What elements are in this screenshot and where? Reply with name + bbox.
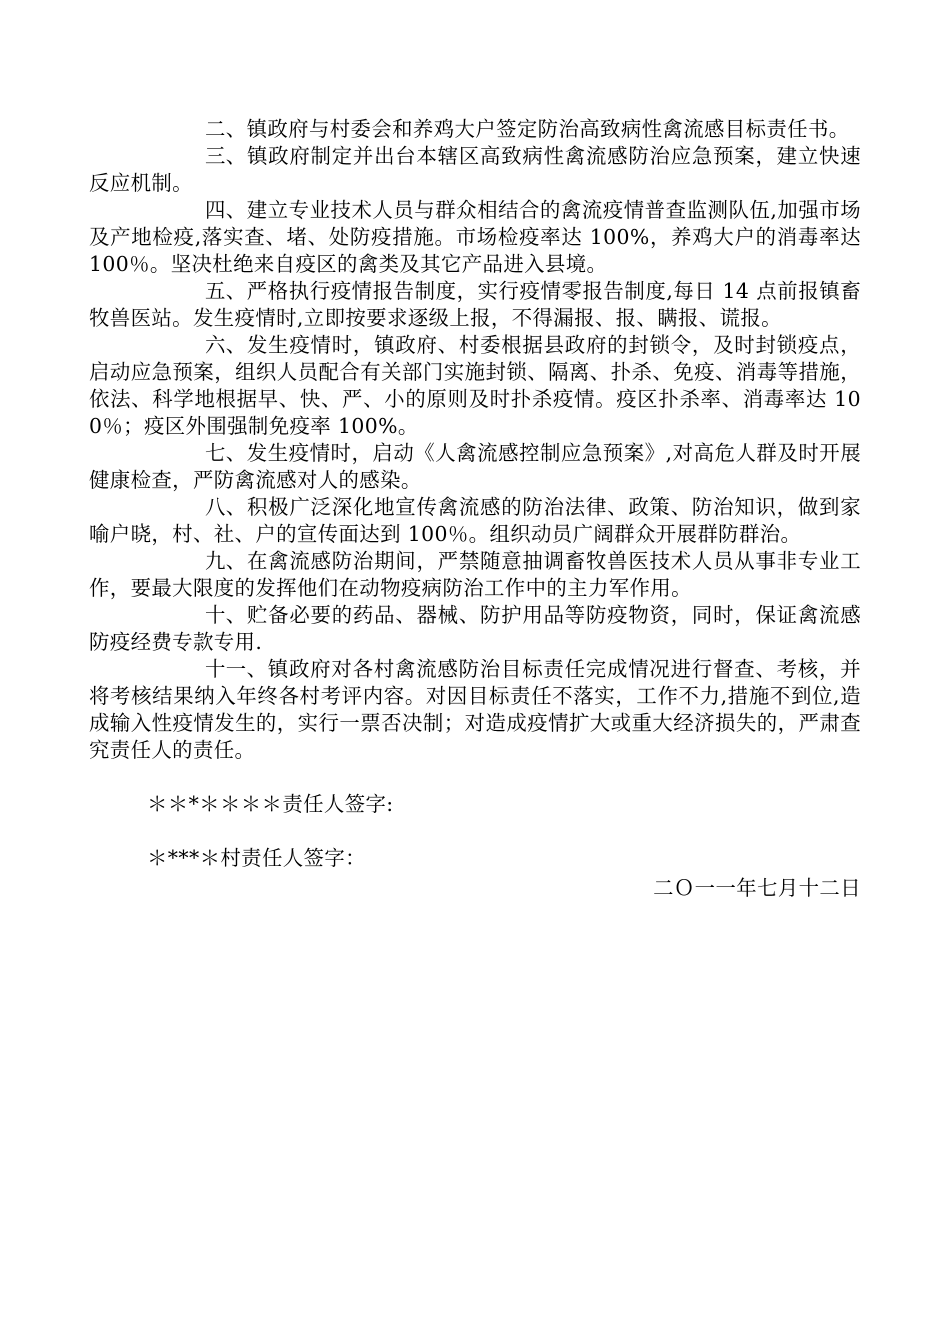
paragraph-10 — [89, 602, 861, 656]
paragraph-text: 贮备必要的药品、器械、防护用品等防疫物资，同时，保证禽流感防疫经费专款专用. — [89, 603, 861, 654]
paragraph-number: 三、 — [205, 144, 247, 168]
paragraph-text: 积极广泛深化地宣传禽流感的防治法律、政策、防治知识，做到家喻户晓，村、社、户的宣传面达到 100％。组织动员广阔群众开展群防群治。 — [89, 495, 861, 546]
paragraph-text: 镇政府与村委会和养鸡大户签定防治高致病性禽流感目标责任书。 — [246, 117, 850, 141]
paragraph-number: 十、 — [205, 603, 247, 627]
paragraph-number: 四、 — [205, 198, 247, 222]
paragraph-number: 九、 — [205, 549, 247, 573]
paragraph-text: 在禽流感防治期间，严禁随意抽调畜牧兽医技术人员从事非专业工作，要最大限度的发挥他们在动物疫病防治工作中的主力军作用。 — [89, 549, 861, 600]
signature-line-village-responsible-person: ＊***＊村责任人签字： — [147, 846, 366, 870]
paragraph-text: 发生疫情时，镇政府、村委根据县政府的封锁令，及时封锁疫点，启动应急预案，组织人员配合有关部门实施封锁、隔离、扑杀、免疫、消毒等措施，依法、科学地根据早、快、严、小的原则及时扑杀疫情。疫区扑杀率、消毒率达 100％；疫区外围强制免疫率 100%。 — [89, 333, 861, 438]
paragraph-text: 严格执行疫情报告制度，实行疫情零报告制度,每日 14 点前报镇畜牧兽医站。发生疫情时,立即按要求逐级上报，不得漏报、报、瞒报、谎报。 — [89, 279, 861, 330]
paragraph-number: 六、 — [205, 333, 247, 357]
paragraph-6 — [89, 332, 861, 440]
paragraph-11 — [89, 656, 861, 764]
paragraph-8 — [89, 494, 861, 548]
paragraph-number: 七、 — [205, 441, 247, 465]
paragraph-text: 镇政府对各村禽流感防治目标责任完成情况进行督查、考核，并将考核结果纳入年终各村考评内容。对因目标责任不落实，工作不力,措施不到位,造成输入性疫情发生的，实行一票否决制；对造成疫情扩大或重大经济损失的，严肃查究责任人的责任。 — [89, 657, 861, 762]
paragraph-text: 发生疫情时，启动《人禽流感控制应急预案》,对高危人群及时开展健康检查，严防禽流感对人的感染。 — [89, 441, 861, 492]
document-page — [89, 116, 861, 902]
paragraph-7 — [89, 440, 861, 494]
paragraph-5 — [89, 278, 861, 332]
signature-line-responsible-person: ＊＊*＊＊＊＊责任人签字: — [147, 792, 394, 816]
paragraph-text: 镇政府制定并出台本辖区高致病性禽流感防治应急预案，建立快速反应机制。 — [89, 144, 861, 195]
paragraph-4 — [89, 197, 861, 278]
paragraph-number: 八、 — [205, 495, 247, 519]
paragraph-text: 建立专业技术人员与群众相结合的禽流疫情普查监测队伍,加强市场及产地检疫,落实查、堵、处防疫措施。市场检疫率达 100%，养鸡大户的消毒率达 100％。坚决杜绝来自疫区的禽类及其它产品进入县境。 — [89, 198, 861, 276]
paragraph-3 — [89, 143, 861, 197]
paragraph-number: 十一、 — [205, 657, 268, 681]
paragraph-9 — [89, 548, 861, 602]
paragraph-number: 五、 — [205, 279, 247, 303]
paragraph-2 — [89, 116, 861, 143]
paragraph-number: 二、 — [205, 117, 247, 141]
document-date: 二Ｏ一一年七月十二日 — [653, 876, 861, 900]
